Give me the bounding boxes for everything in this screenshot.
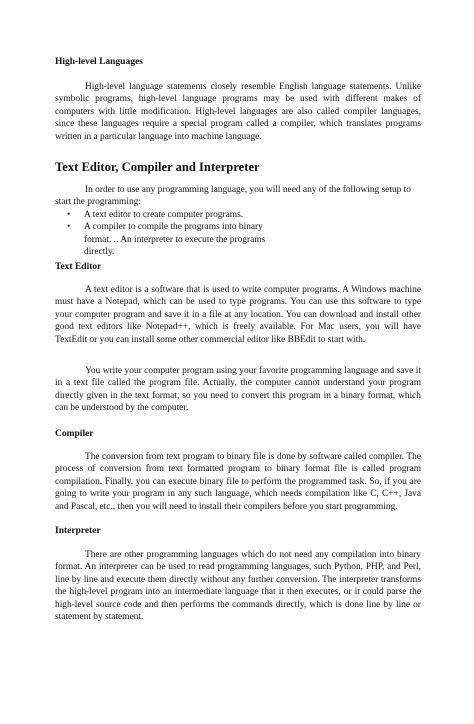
heading-interpreter: Interpreter [55, 526, 101, 536]
paragraph-high-level-languages: High-level language statements closely resemble English language statements. Unlike symbolic programs, high-level language programs may be used with different makes of computers with little modification. High-level languages are also called compiler languages, since these languages require a special program called a compiler, which translates programs written in a particular language into machine language. [55, 82, 421, 142]
paragraph-interpreter: There are other programming languages which do not need any compilation into binary format. An interpreter can be used to read programming languages, such Python, PHP, and Perl, line by line and execute them directly without any further conversion. The interpreter transforms the high-level program into an intermediate language that it then executes, or it could parse the high-level source code and then performs the commands directly, which is done line by line or statement by statement. [55, 550, 421, 623]
heading-editor-compiler-interpreter: Text Editor, Compiler and Interpreter [55, 160, 260, 174]
paragraph-text-editor-1: A text editor is a software that is used to write computer programs. A Windows machine must have a Notepad, which can be used to type programs. You can use this software to type your computer program and save it in a file at any location. You can download and install other good text editors like Notepad++, which is freely available. For Mac users, you will have TextEdit or you can install some other commercial editor like BBEdit to start with. [55, 285, 421, 345]
paragraph-setup-intro: In order to use any programming language, you will need any of the following setup to start the programming: [55, 185, 411, 208]
list-item-text: A compiler to compile the programs into binary format. .. An interpreter to execute the programs directly. [84, 222, 266, 258]
setup-bullet-list [55, 209, 421, 259]
paragraph-text-editor-2: You write your computer program using your favorite programming language and save it in a text file called the program file. Actually, the computer cannot understand your program directly given in the text format, so you need to convert this program in a binary format, which can be understood by the computer. [55, 366, 421, 414]
heading-compiler: Compiler [55, 429, 94, 439]
bullet-icon: • [67, 222, 71, 233]
list-item [55, 221, 421, 258]
list-item-text: A text editor to create computer programs. [84, 210, 244, 220]
bullet-icon: • [67, 210, 71, 220]
paragraph-compiler: The conversion from text program to binary file is done by software called compiler. The process of conversion from text formatted program to binary format file is called program compilation. Finally, you can execute binary file to perform the programmed task. So, if you are going to write your program in any such language, which needs compilation like C, C++, Java and Pascal, etc., then you will need to install their compilers before you start programming. [55, 452, 421, 512]
heading-high-level-languages: High-level Languages [55, 57, 143, 67]
list-item [55, 209, 421, 221]
heading-text-editor: Text Editor [55, 262, 102, 272]
